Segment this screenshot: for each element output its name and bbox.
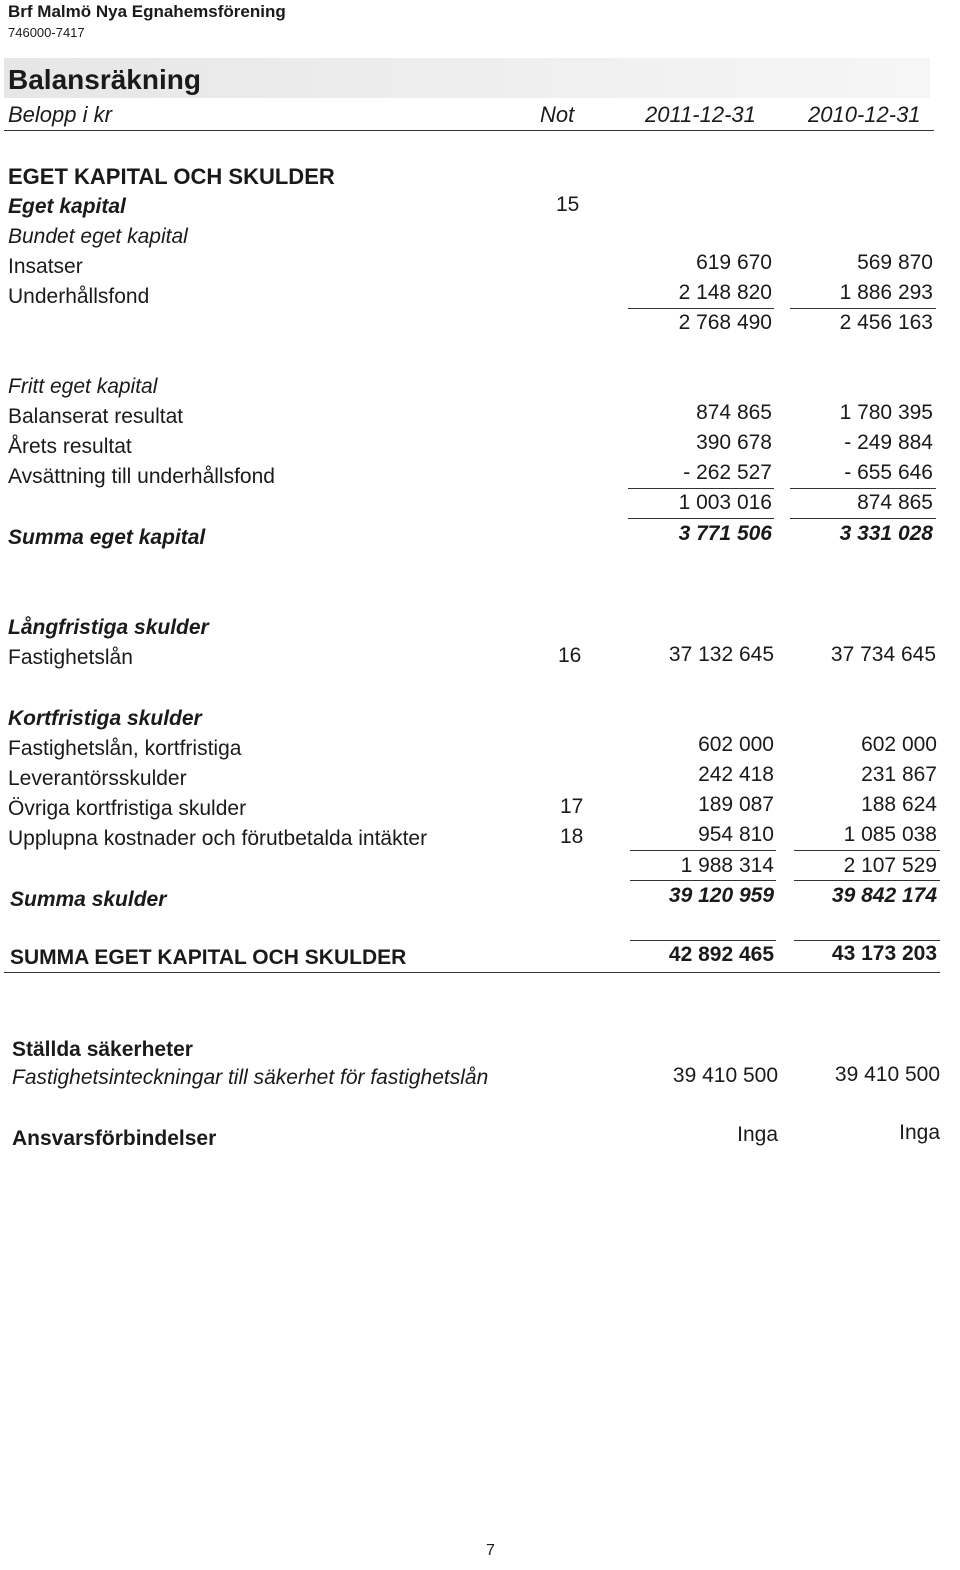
row-value-2010: 874 865: [857, 491, 933, 514]
row-note: 17: [560, 795, 584, 818]
row-value-2010: 1 780 395: [839, 401, 933, 424]
grand-total-label: SUMMA EGET KAPITAL OCH SKULDER: [10, 946, 407, 969]
summary-value-2010: 3 331 028: [839, 522, 933, 545]
org-name: Brf Malmö Nya Egnahemsförening: [8, 2, 286, 21]
row-note: 15: [556, 193, 580, 216]
subtotal-rule: [630, 880, 776, 881]
row-value-2010: Inga: [899, 1121, 940, 1144]
row-value-2011: 602 000: [698, 733, 774, 756]
subtotal-rule: [794, 940, 940, 941]
row-label: Långfristiga skulder: [8, 616, 209, 639]
row-label: Eget kapital: [8, 195, 126, 218]
row-label: Årets resultat: [8, 435, 132, 458]
row-label: Övriga kortfristiga skulder: [8, 797, 247, 820]
row-value-2011: 189 087: [698, 793, 774, 816]
subtotal-rule: [628, 308, 774, 309]
page-title: Balansräkning: [8, 64, 201, 95]
row-label: Ansvarsförbindelser: [12, 1127, 217, 1150]
org-number: 746000-7417: [8, 25, 85, 40]
row-value-2011: Inga: [737, 1123, 778, 1146]
subtotal-rule: [790, 518, 936, 519]
row-label: Fastighetsinteckningar till säkerhet för fastighetslån: [12, 1066, 489, 1089]
subtotal-rule: [628, 518, 774, 519]
page-number: 7: [486, 1542, 495, 1559]
row-label: Fritt eget kapital: [8, 375, 158, 398]
subtotal-rule: [790, 488, 936, 489]
row-value-2010: - 655 646: [844, 461, 933, 484]
column-year-2011: 2011-12-31: [645, 102, 756, 127]
row-value-2010: 602 000: [861, 733, 937, 756]
row-value-2010: 231 867: [861, 763, 937, 786]
subtotal-rule: [628, 488, 774, 489]
column-year-2010: 2010-12-31: [808, 102, 921, 127]
row-value-2010: 569 870: [857, 251, 933, 274]
row-value-2011: 874 865: [696, 401, 772, 424]
row-value-2011: 1 003 016: [678, 491, 772, 514]
row-value-2010: 39 410 500: [834, 1063, 940, 1086]
row-value-2010: 188 624: [861, 793, 937, 816]
row-value-2010: 1 085 038: [843, 823, 937, 846]
row-note: 18: [560, 825, 584, 848]
row-value-2011: 2 768 490: [678, 311, 772, 334]
row-value-2011: 2 148 820: [678, 281, 772, 304]
row-value-2010: 2 456 163: [839, 311, 933, 334]
row-value-2011: 619 670: [696, 251, 772, 274]
row-value-2010: 37 734 645: [830, 643, 936, 666]
row-label: Insatser: [8, 255, 83, 278]
subtotal-rule: [630, 940, 776, 941]
column-label: Belopp i kr: [8, 102, 112, 127]
column-note: Not: [540, 102, 575, 127]
row-value-2011: 954 810: [698, 823, 774, 846]
grand-total-value-2010: 43 173 203: [831, 942, 937, 965]
section-heading: EGET KAPITAL OCH SKULDER: [8, 164, 335, 189]
row-label: Avsättning till underhållsfond: [8, 465, 275, 488]
row-label: Leverantörsskulder: [8, 767, 187, 790]
row-label: Kortfristiga skulder: [8, 707, 202, 730]
summary-value-2010: 39 842 174: [831, 884, 937, 907]
grand-total-rule: [4, 972, 940, 973]
row-value-2011: 37 132 645: [668, 643, 774, 666]
row-label: Upplupna kostnader och förutbetalda intäkter: [8, 827, 428, 850]
row-label: Ställda säkerheter: [12, 1038, 193, 1061]
row-label: Underhållsfond: [8, 285, 150, 308]
header-divider: [4, 130, 934, 131]
subtotal-rule: [630, 850, 776, 851]
row-value-2011: 242 418: [698, 763, 774, 786]
row-value-2010: 1 886 293: [839, 281, 933, 304]
row-value-2010: 2 107 529: [843, 854, 937, 877]
subtotal-rule: [794, 880, 940, 881]
row-value-2011: - 262 527: [683, 461, 772, 484]
grand-total-value-2011: 42 892 465: [668, 943, 774, 966]
row-value-2011: 390 678: [696, 431, 772, 454]
row-label: Fastighetslån: [8, 646, 133, 669]
summary-value-2011: 39 120 959: [668, 884, 774, 907]
subtotal-rule: [794, 850, 940, 851]
subtotal-rule: [790, 308, 936, 309]
row-value-2011: 39 410 500: [672, 1064, 778, 1087]
row-label: Fastighetslån, kortfristiga: [8, 737, 242, 760]
row-value-2011: 1 988 314: [680, 854, 774, 877]
row-value-2010: - 249 884: [844, 431, 933, 454]
summary-label: Summa skulder: [10, 888, 167, 911]
summary-label: Summa eget kapital: [8, 526, 206, 549]
row-note: 16: [558, 644, 582, 667]
row-label: Bundet eget kapital: [8, 225, 188, 248]
row-label: Balanserat resultat: [8, 405, 184, 428]
summary-value-2011: 3 771 506: [678, 522, 772, 545]
